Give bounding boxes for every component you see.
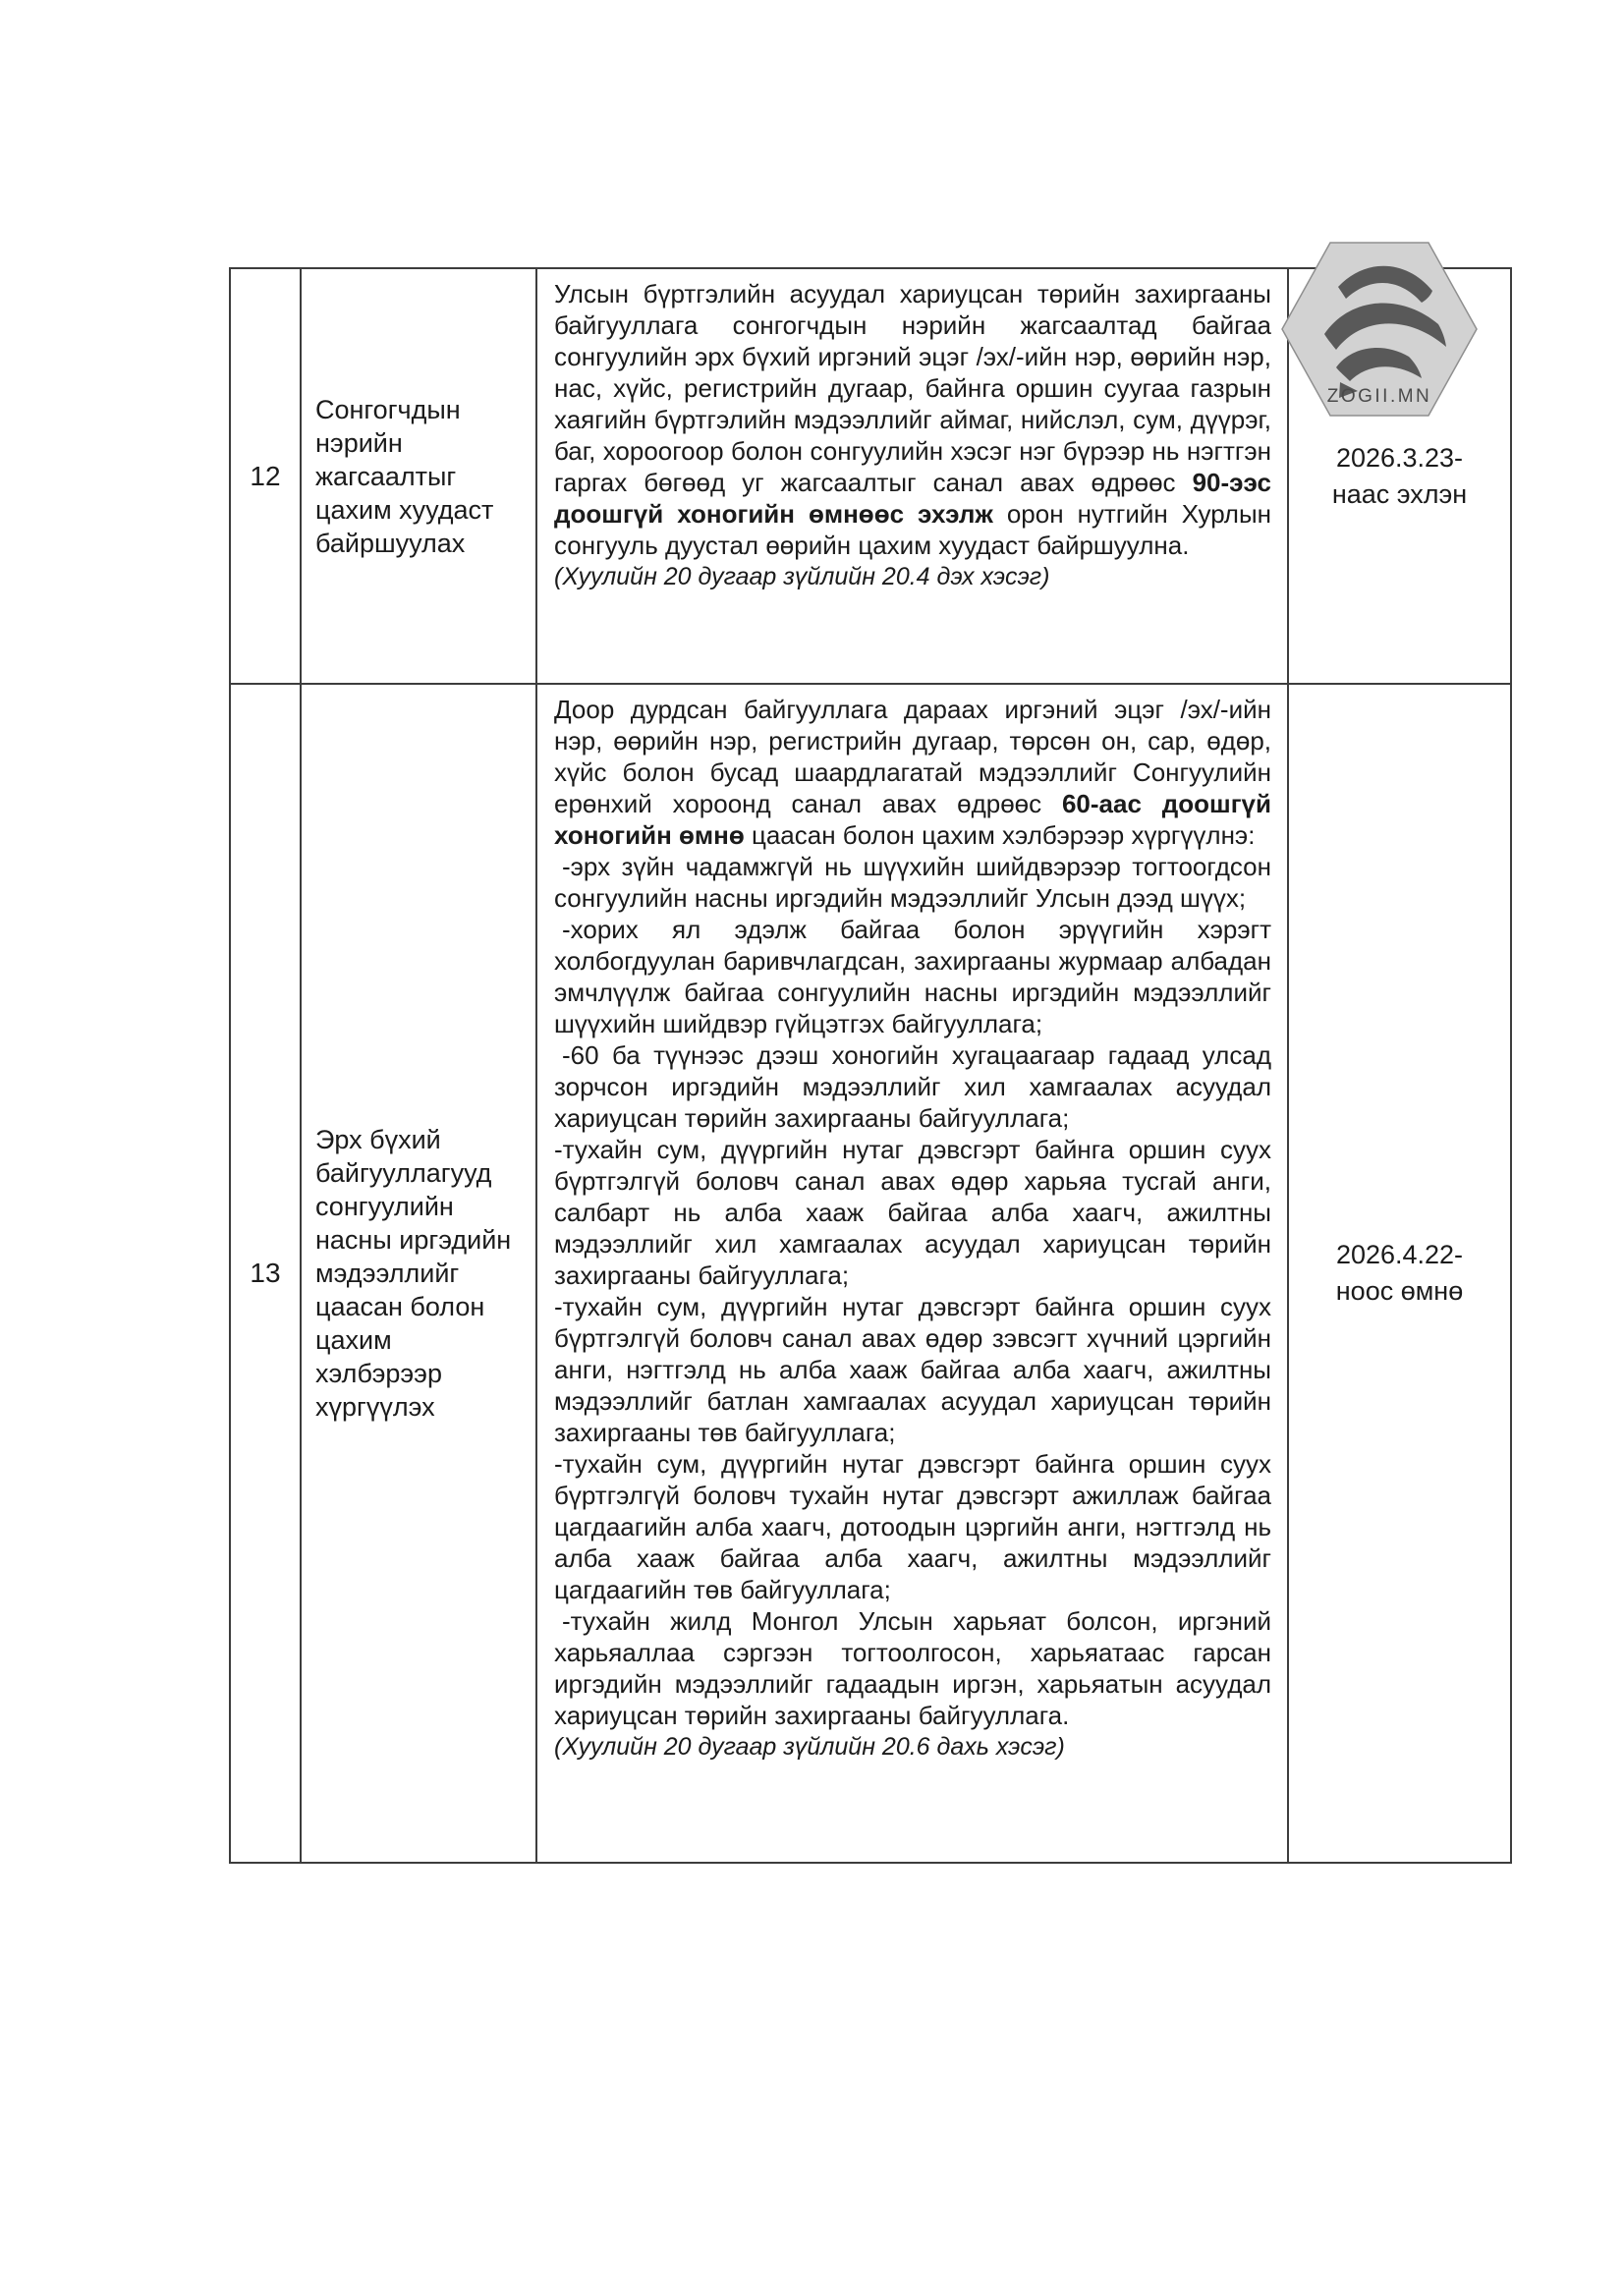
- cell-task-title: Сонгогчдын нэрийн жагсаалтыг цахим хуудаст байршуулах: [301, 268, 536, 684]
- law-citation: (Хуулийн 20 дугаар зүйлийн 20.6 дахь хэсэг): [554, 1733, 1065, 1761]
- table-row: [230, 684, 1511, 1863]
- body-paragraph: [554, 1605, 1271, 1731]
- text-run: орон нутгийн Хурлын сонгууль дуустал өөрийн цахим хуудаст байршуулна.: [554, 499, 1271, 560]
- text-run: Улсын бүртгэлийн асуудал хариуцсан төрийн захиргааны байгууллага сонгогчдын нэрийн жагсаалтад байгаа сонгуулийн эрх бүхий иргэний эцэг /эх/-ийн нэр, өөрийн нэр, нас, хүйс, регистрийн дугаар, байнга оршин суугаа газрын хаягийн бүртгэлийн мэдээллийг аймаг, нийслэл, сум, дүүрэг, баг, хороогоор болон сонгуулийн хэсэг нэг бүрээр нь нэгтгэн гаргах бөгөөд уг жагсаалтыг санал авах өдрөөс: [554, 279, 1271, 497]
- date-line: наас эхлэн: [1331, 478, 1468, 509]
- body-paragraph: [554, 1039, 1271, 1134]
- text-run: -тухайн сум, дүүргийн нутаг дэвсгэрт байнга оршин суух бүртгэлгүй боловч санал авах өдөр харьяа тусгай анги, салбарт нь алба хааж байгаа алба хаагч, ажилтны мэдээллийг хил хамгаалах асуудал хариуцсан төрийн захиргааны байгууллага;: [554, 1135, 1271, 1290]
- text-run: Доор дурдсан байгууллага дараах иргэний эцэг /эх/-ийн нэр, өөрийн нэр, регистрийн дугаар, төрсөн он, сар, өдөр, хүйс болон бусад шаардлагатай мэдээллийг Сонгуулийн ерөнхий хороонд санал авах өдрөөс: [554, 695, 1271, 818]
- body-paragraph: [554, 694, 1271, 851]
- text-run: -тухайн жилд Монгол Улсын харьяат болсон, иргэний харьяаллаа сэргээн тогтоолгосон, харьяатаас гарсан иргэдийн мэдээллийг гадаадын иргэн, харьяатын асуудал хариуцсан төрийн захиргааны байгууллага.: [554, 1606, 1271, 1730]
- date-line: ноос өмнө: [1335, 1276, 1464, 1306]
- body-paragraph: [554, 1448, 1271, 1605]
- election-schedule-table: [229, 267, 1512, 1864]
- text-run: -эрх зүйн чадамжгүй нь шүүхийн шийдвэрээр тогтоогдсон сонгуулийн насны иргэдийн мэдээллийг Улсын дээд шүүх;: [554, 852, 1271, 913]
- cell-row-number: 12: [230, 268, 301, 684]
- cell-deadline-date: [1288, 684, 1511, 1863]
- bold-text-run: 90-ээс доошгүй хоногийн өмнөөс эхэлж: [554, 468, 1271, 529]
- body-paragraph: [554, 914, 1271, 1039]
- text-run: -60 ба түүнээс дээш хоногийн хугацаагаар гадаад улсад зорчсон иргэдийн мэдээллийг хил хамгаалах асуудал хариуцсан төрийн захиргааны байгууллага;: [554, 1040, 1271, 1133]
- zogii-logo: [1281, 242, 1478, 417]
- body-paragraph: [554, 1291, 1271, 1448]
- table-body: [230, 268, 1511, 1863]
- cell-task-description: [536, 684, 1288, 1863]
- cell-row-number: 13: [230, 684, 301, 1863]
- body-paragraph: [554, 851, 1271, 914]
- text-run: -тухайн сум, дүүргийн нутаг дэвсгэрт байнга оршин суух бүртгэлгүй боловч тухайн нутаг дэвсгэрт ажиллаж байгаа цагдаагийн алба хаагч, дотоодын цэргийн анги, нэгтгэлд нь алба хааж байгаа алба хаагч, ажилтны мэдээллийг цагдаагийн төв байгууллага;: [554, 1449, 1271, 1604]
- logo-text: ZOGII.MN: [1326, 386, 1432, 407]
- text-run: -тухайн сум, дүүргийн нутаг дэвсгэрт байнга оршин суух бүртгэлгүй боловч санал авах өдөр зэвсэгт хүчний цэргийн анги, нэгтгэлд нь алба хааж байгаа алба хаагч, ажилтны мэдээллийг батлан хамгаалах асуудал хариуцсан төрийн захиргааны төв байгууллага;: [554, 1292, 1271, 1447]
- law-citation: (Хуулийн 20 дугаар зүйлийн 20.4 дэх хэсэг): [554, 563, 1050, 590]
- date-line: 2026.4.22-: [1335, 1240, 1464, 1269]
- body-paragraph: [554, 1134, 1271, 1291]
- body-paragraph: [554, 278, 1271, 561]
- cell-task-description: [536, 268, 1288, 684]
- bold-text-run: 60-аас доошгүй хоногийн өмнө: [554, 789, 1271, 850]
- cell-task-title: Эрх бүхий байгууллагууд сонгуулийн насны иргэдийн мэдээллийг цаасан болон цахим хэлбэрээр хүргүүлэх: [301, 684, 536, 1863]
- text-run: цаасан болон цахим хэлбэрээр хүргүүлнэ:: [744, 820, 1256, 850]
- date-line: 2026.3.23-: [1335, 442, 1464, 473]
- text-run: -хорих ял эдэлж байгаа болон эрүүгийн хэрэгт холбогдуулан баривчлагдсан, захиргааны журмаар албадан эмчлүүлж байгаа сонгуулийн насны иргэдийн мэдээллийг шүүхийн шийдвэр гүйцэтгэх байгууллага;: [554, 915, 1271, 1038]
